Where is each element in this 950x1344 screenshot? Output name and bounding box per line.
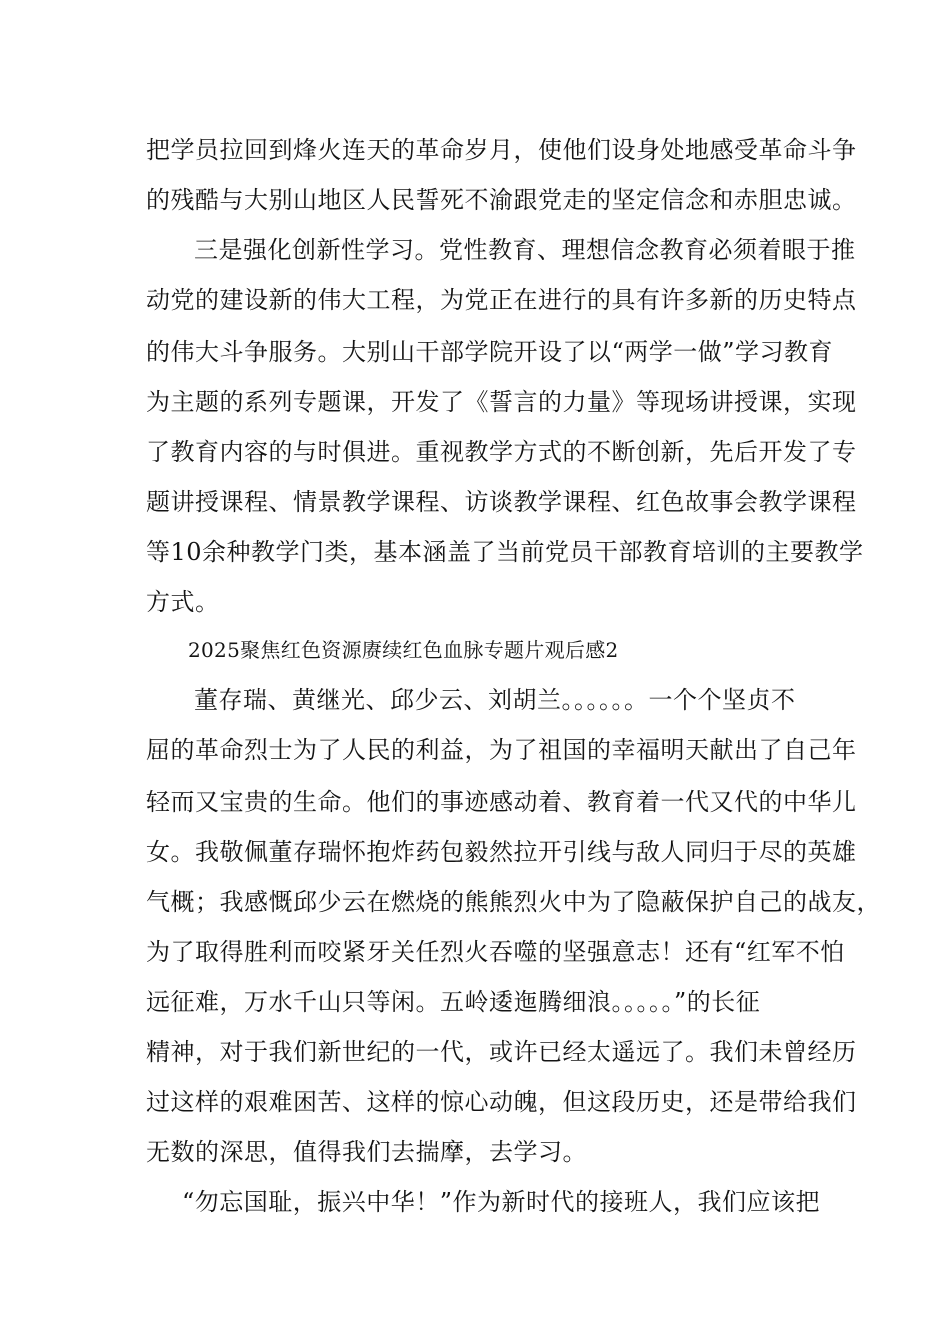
paragraph-line: 董存瑞、黄继光、邱少云、刘胡兰。。。。。。一个个坚贞不: [194, 686, 796, 714]
paragraph-line: 女。我敬佩董存瑞怀抱炸药包毅然拉开引线与敌人同归于尽的英雄: [146, 838, 857, 866]
paragraph-line: 屈的革命烈士为了人民的利益，为了祖国的幸福明天献出了自己年: [146, 736, 857, 764]
paragraph-line: 方式。: [146, 588, 220, 616]
paragraph-line: 为主题的系列专题课，开发了《誓言的力量》等现场讲授课，实现: [146, 388, 857, 416]
paragraph-line: 过这样的艰难困苦、这样的惊心动魄，但这段历史，还是带给我们: [146, 1088, 857, 1116]
paragraph-line: 题讲授课程、情景教学课程、访谈教学课程、红色故事会教学课程: [146, 488, 857, 516]
paragraph-line: 的伟大斗争服务。大别山干部学院开设了以“两学一做”学习教育: [146, 338, 834, 366]
paragraph-line: 无数的深思，值得我们去揣摩，去学习。: [146, 1138, 587, 1166]
paragraph-line: 动党的建设新的伟大工程，为党正在进行的具有许多新的历史特点: [146, 286, 857, 314]
paragraph-line: “勿忘国耻，振兴中华！”作为新时代的接班人，我们应该把: [182, 1188, 821, 1216]
paragraph-line: 精神，对于我们新世纪的一代，或许已经太遥远了。我们未曾经历: [146, 1038, 857, 1066]
paragraph-line: 把学员拉回到烽火连天的革命岁月，使他们设身处地感受革命斗争: [146, 136, 857, 164]
paragraph-line: 为了取得胜利而咬紧牙关任烈火吞噬的坚强意志！还有“红军不怕: [146, 938, 845, 966]
paragraph-line: 的残酷与大别山地区人民誓死不渝跟党走的坚定信念和赤胆忠诚。: [146, 186, 857, 214]
paragraph-line: 等10余种教学门类，基本涵盖了当前党员干部教育培训的主要教学: [146, 538, 864, 566]
paragraph-line: 气概；我感慨邱少云在燃烧的熊熊烈火中为了隐蔽保护自己的战友，: [146, 888, 881, 916]
section-title: 2025聚焦红色资源赓续红色血脉专题片观后感2: [188, 638, 619, 662]
paragraph-line: 三是强化创新性学习。党性教育、理想信念教育必须着眼于推: [194, 236, 856, 264]
paragraph-line: 远征难，万水千山只等闲。五岭逶迤腾细浪。。。。。”的长征: [146, 988, 761, 1016]
paragraph-line: 了教育内容的与时俱进。重视教学方式的不断创新，先后开发了专: [146, 438, 857, 466]
paragraph-line: 轻而又宝贵的生命。他们的事迹感动着、教育着一代又代的中华儿: [146, 788, 857, 816]
